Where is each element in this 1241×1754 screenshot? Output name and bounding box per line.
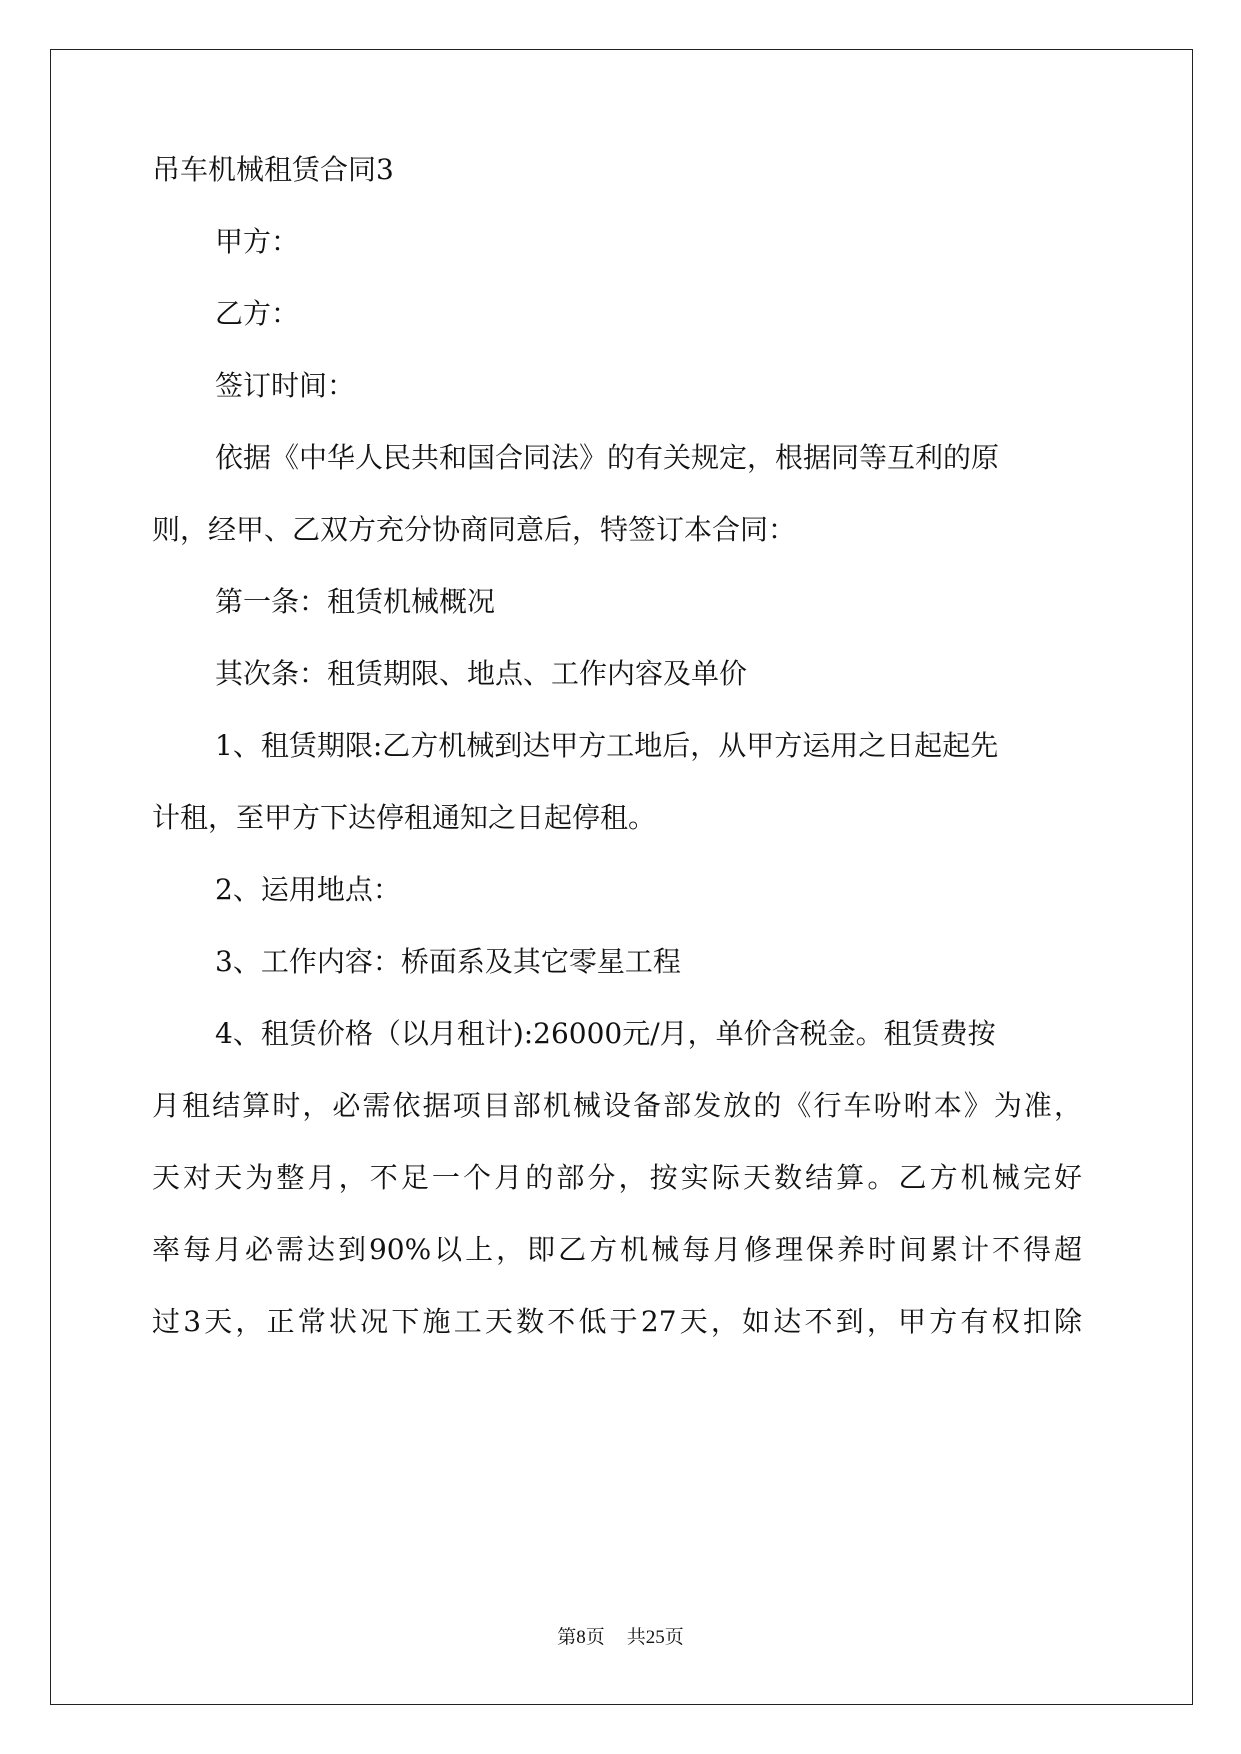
article-2-heading: 其次条：租赁期限、地点、工作内容及单价 (215, 657, 748, 690)
article-1-heading: 第一条：租赁机械概况 (215, 585, 496, 618)
page-footer (0, 1625, 1241, 1650)
page-number: 8 (576, 1627, 586, 1648)
item-1-line-1: 1、租赁期限:乙方机械到达甲方工地后，从甲方运用之日起起先 (215, 729, 999, 762)
document-title: 吊车机械租赁合同3 (152, 153, 394, 186)
party-a-field: 甲方： (215, 225, 300, 258)
item-4-line-5: 过3天，正常状况下施工天数不低于27天，如达不到，甲方有权扣除 (152, 1305, 1082, 1338)
total-label-suffix: 页 (664, 1626, 684, 1648)
intro-paragraph-line-1: 依据《中华人民共和国合同法》的有关规定，根据同等互利的原 (215, 441, 1000, 474)
item-4-line-1: 4、租赁价格（以月租计):26000元/月，单价含税金。租赁费按 (215, 1017, 996, 1050)
item-4-line-4: 率每月必需达到90%以上，即乙方机械每月修理保养时间累计不得超 (152, 1233, 1082, 1266)
page-label-suffix: 页 (585, 1626, 605, 1648)
item-4-line-2: 月租结算时，必需依据项目部机械设备部发放的《行车吩咐本》为准， (152, 1089, 1082, 1122)
item-1-line-2: 计租，至甲方下达停租通知之日起停租。 (152, 801, 657, 834)
intro-paragraph-line-2: 则，经甲、乙双方充分协商同意后，特签订本合同： (152, 513, 797, 546)
item-2: 2、运用地点： (215, 873, 401, 906)
party-b-field: 乙方： (215, 297, 300, 330)
total-pages: 25 (645, 1627, 665, 1648)
item-4-line-3: 天对天为整月，不足一个月的部分，按实际天数结算。乙方机械完好 (152, 1161, 1082, 1194)
page-label-prefix: 第 (557, 1626, 577, 1648)
total-label-prefix: 共 (626, 1626, 646, 1648)
sign-date-field: 签订时间： (215, 369, 356, 402)
item-3: 3、工作内容：桥面系及其它零星工程 (215, 945, 681, 978)
